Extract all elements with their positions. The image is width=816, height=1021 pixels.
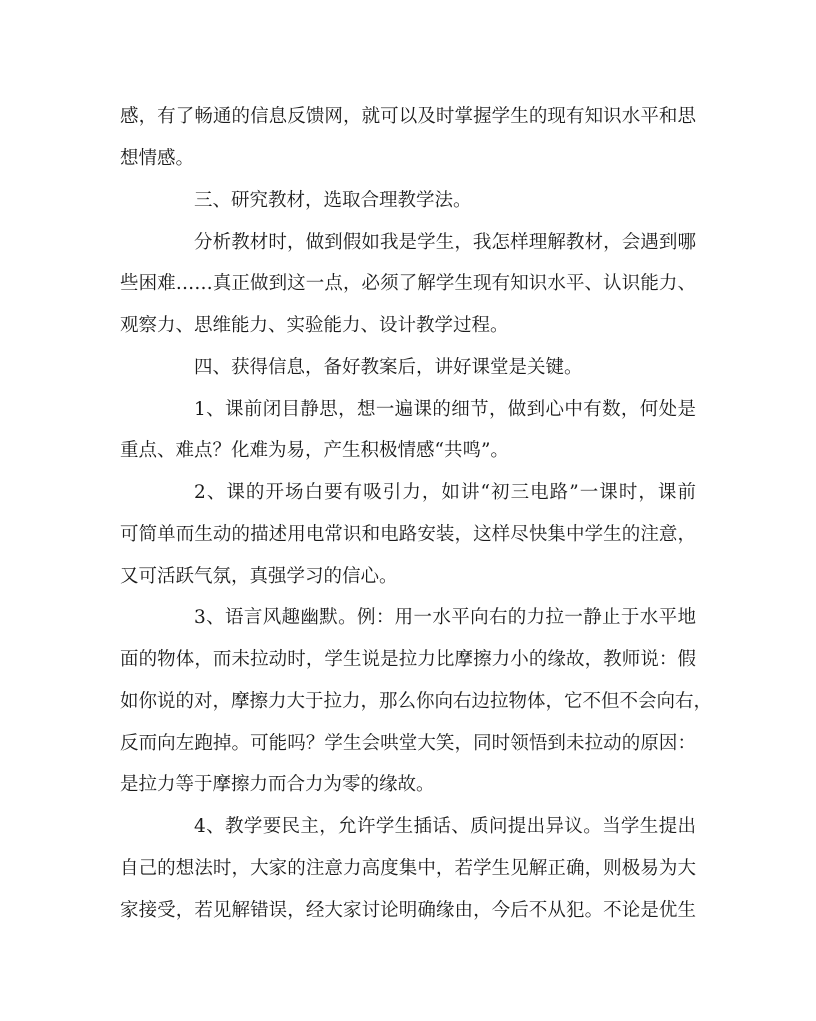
- text-line: 感，有了畅通的信息反馈网，就可以及时掌握学生的现有知识水平和思: [120, 106, 696, 127]
- text-line: 观察力、思维能力、实验能力、设计教学过程。: [120, 315, 509, 336]
- text-line: 1、课前闭目静思，想一遍课的细节，做到心中有数，何处是: [194, 399, 696, 420]
- text-line: 又可活跃气氛，真强学习的信心。: [120, 566, 398, 587]
- text-line: 重点、难点？化难为易，产生积极情感“共鸣”。: [120, 440, 509, 461]
- text-line: 4、教学要民主，允许学生插话、质问提出异议。当学生提出: [194, 816, 696, 837]
- section-heading: 四、获得信息，备好教案后，讲好课堂是关键。: [194, 357, 583, 378]
- text-line: 可简单而生动的描述用电常识和电路安装，这样尽快集中学生的注意，: [120, 524, 696, 545]
- text-line: 是拉力等于摩擦力而合力为零的缘故。: [120, 774, 435, 795]
- text-line: 2、课的开场白要有吸引力，如讲“初三电路”一课时，课前: [194, 482, 696, 503]
- text-line: 想情感。: [120, 148, 195, 169]
- text-line: 3、语言风趣幽默。例：用一水平向右的力拉一静止于水平地: [194, 607, 696, 628]
- text-line: 分析教材时，做到假如我是学生，我怎样理解教材，会遇到哪: [194, 232, 696, 253]
- text-line: 家接受，若见解错误，经大家讨论明确缘由，今后不从犯。不论是优生: [120, 900, 696, 921]
- text-line: 反而向左跑掉。可能吗？学生会哄堂大笑，同时领悟到未拉动的原因：: [120, 733, 696, 754]
- text-line: 些困难……真正做到这一点，必须了解学生现有知识水平、认识能力、: [120, 273, 696, 294]
- section-heading: 三、研究教材，选取合理教学法。: [194, 190, 472, 211]
- text-line: 面的物体，而未拉动时，学生说是拉力比摩擦力小的缘故，教师说：假: [120, 649, 696, 670]
- text-line: 自己的想法时，大家的注意力高度集中，若学生见解正确，则极易为大: [120, 858, 696, 879]
- text-line: 如你说的对，摩擦力大于拉力，那么你向右边拉物体，它不但不会向右，: [120, 691, 713, 712]
